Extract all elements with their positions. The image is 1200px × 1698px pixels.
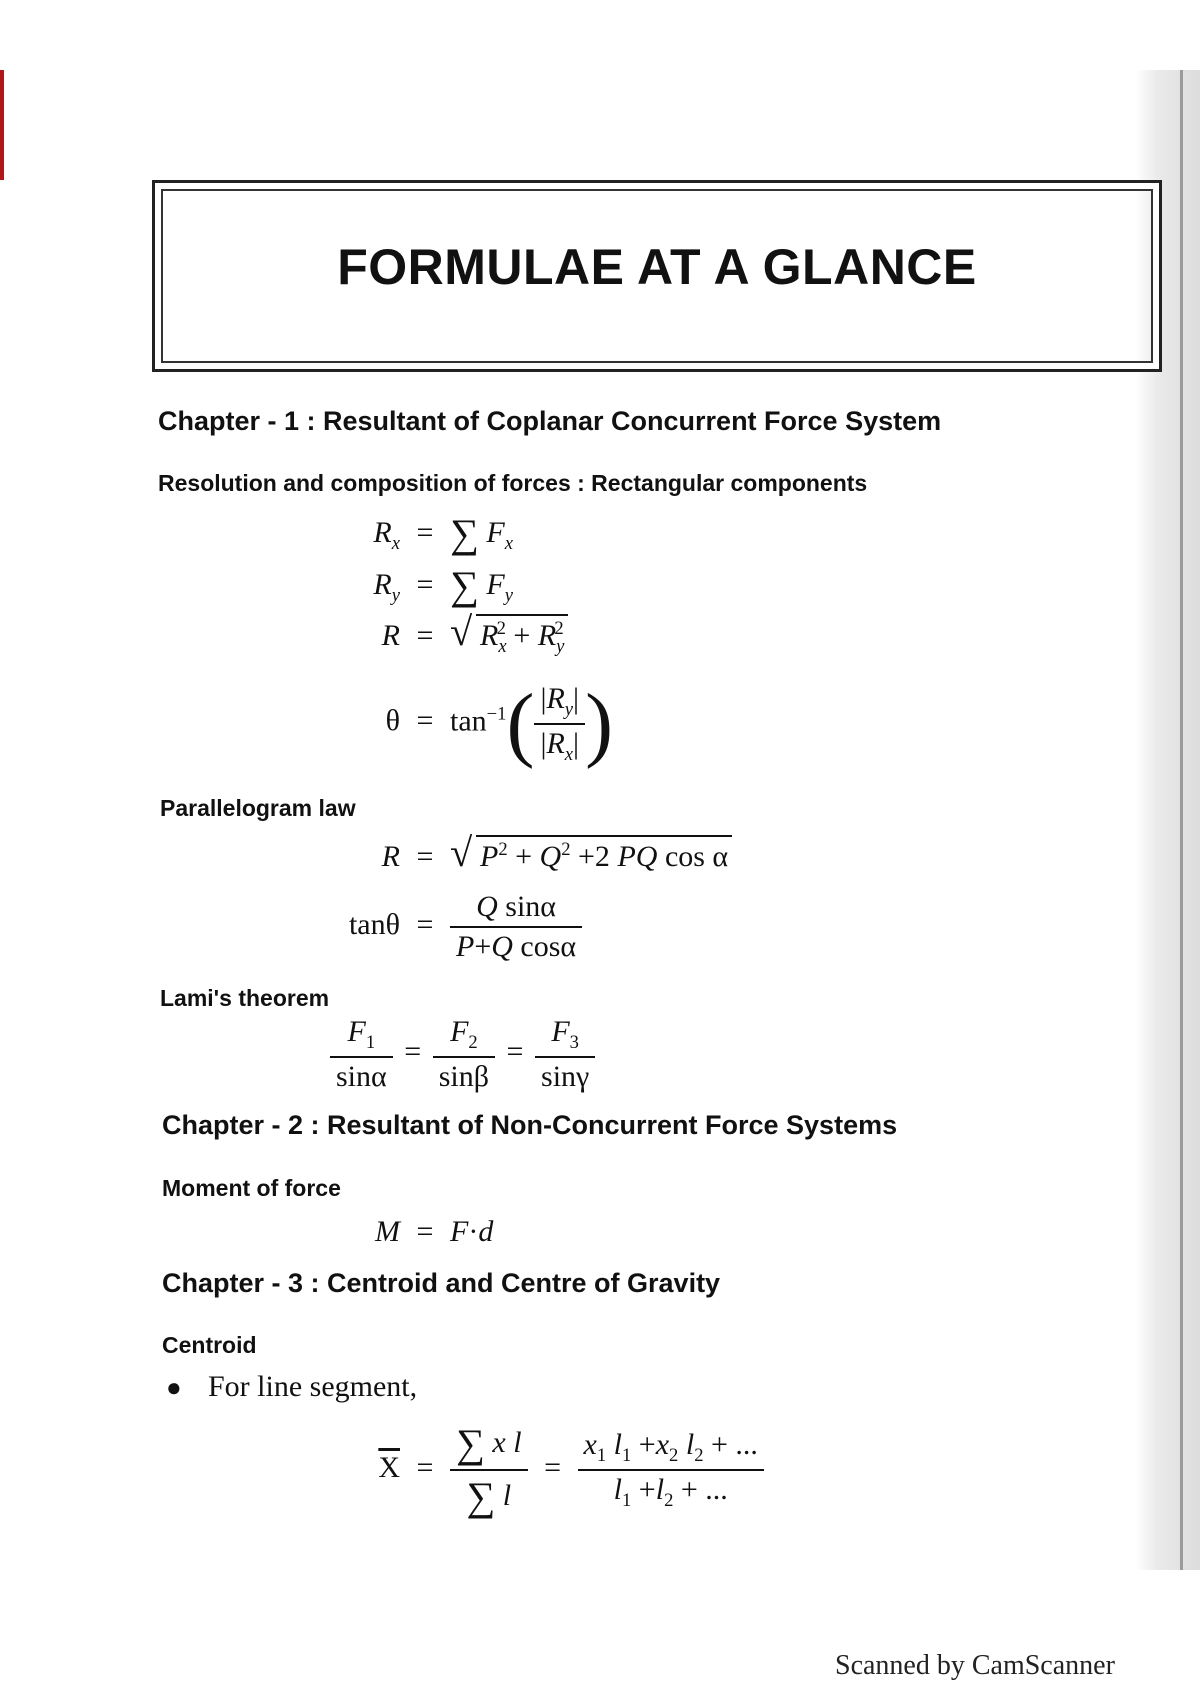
page-title: FORMULAE AT A GLANCE	[337, 239, 977, 295]
resolution-heading: Resolution and composition of forces : Rectangular components	[158, 470, 868, 496]
chapter-2-heading: Chapter - 2 : Resultant of Non-Concurrent Force Systems	[162, 1110, 898, 1140]
line-segment-label: For line segment,	[208, 1370, 418, 1403]
lami-heading: Lami's theorem	[160, 985, 330, 1011]
formula-moment: M = F·d	[375, 1215, 494, 1248]
parallelogram-heading: Parallelogram law	[160, 795, 356, 821]
formula-parallelogram-tan: tanθ = $\frac{\text{Q sinα}}{\text{P+Q cosα}}$	[330, 890, 582, 964]
chapter-3-heading: Chapter - 3 : Centroid and Centre of Gravity	[162, 1268, 721, 1298]
scanner-watermark: Scanned by CamScanner	[835, 1650, 1115, 1681]
formula-lami: $\frac{F_1}{\sin\alpha}$ = $\frac{F_2}{\sin\beta}$ = $\frac{F_3}{\sin\gamma}$	[330, 1015, 595, 1094]
formula-parallelogram-r: R = √ $P^2 + Q^2 +2$ PQ cos α	[352, 835, 732, 874]
chapter-1-heading: Chapter - 1 : Resultant of Coplanar Concurrent Force System	[158, 406, 942, 436]
formula-resultant: R = √ $R_x^2 + R_y^2$	[352, 614, 568, 658]
moment-heading: Moment of force	[162, 1175, 341, 1201]
centroid-heading: Centroid	[162, 1332, 257, 1358]
formula-centroid-line: $\overline{X}$ = $\frac{\text{∑ x l}}{\sum l}$ = $\frac{x_1 l_1 +x_2 l_2 + ...}{l_1 +l_2 + ...}$	[370, 1420, 764, 1520]
line-segment-item	[166, 1370, 417, 1404]
formula-rx: $R_x$ = ∑ $F_x$	[373, 511, 513, 556]
scan-edge-mark	[0, 70, 4, 180]
formula-theta: $\theta = \tan^{-1}$( $\frac{|R_y|}{|R_x|}$ )	[385, 677, 614, 770]
formula-ry: $R_y$ = ∑ $F_y$	[373, 563, 513, 608]
page-gutter-edge	[1180, 70, 1183, 1570]
bullet-icon: ●	[166, 1373, 182, 1402]
